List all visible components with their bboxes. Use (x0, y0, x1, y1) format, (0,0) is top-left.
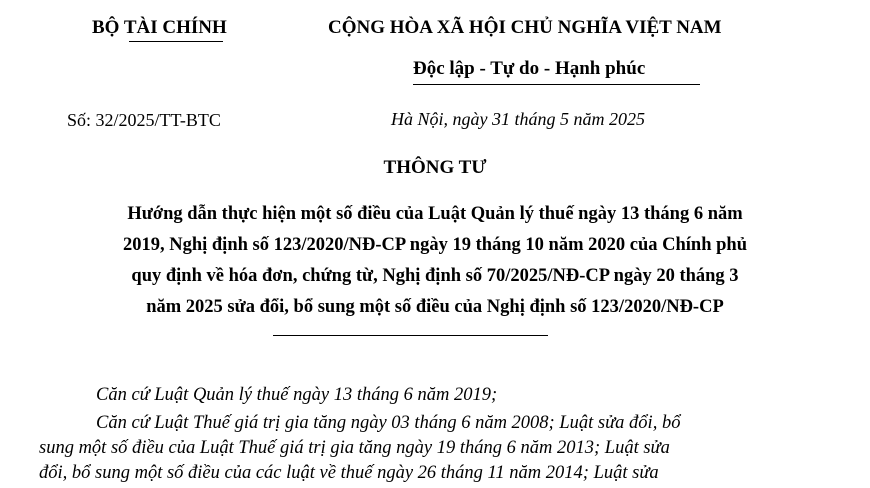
summary-line: 2019, Nghị định số 123/2020/NĐ-CP ngày 19 tháng 10 năm 2020 của Chính phủ (122, 235, 747, 255)
legal-basis-line: đổi, bổ sung một số điều của các luật về thuế ngày 26 tháng 11 năm 2014; Luật sửa (39, 463, 659, 483)
summary-separator-line (273, 335, 548, 336)
legal-basis-line: sung một số điều của Luật Thuế giá trị gia tăng ngày 19 tháng 6 năm 2013; Luật sửa (39, 438, 670, 458)
national-motto: Độc lập - Tự do - Hạnh phúc (413, 58, 646, 79)
issuing-authority: BỘ TÀI CHÍNH (92, 17, 227, 38)
document-number: Số: 32/2025/TT-BTC (67, 110, 221, 130)
place-and-date: Hà Nội, ngày 31 tháng 5 năm 2025 (391, 109, 645, 129)
national-title: CỘNG HÒA XÃ HỘI CHỦ NGHĨA VIỆT NAM (328, 17, 722, 38)
authority-underline (129, 41, 223, 42)
legal-basis-line: Căn cứ Luật Quản lý thuế ngày 13 tháng 6 năm 2019; (96, 385, 498, 405)
summary-line: quy định về hóa đơn, chứng từ, Nghị định số 70/2025/NĐ-CP ngày 20 tháng 3 (131, 266, 739, 286)
summary-line: năm 2025 sửa đổi, bổ sung một số điều của Nghị định số 123/2020/NĐ-CP (146, 297, 724, 317)
motto-underline (413, 84, 700, 85)
summary-line: Hướng dẫn thực hiện một số điều của Luật Quản lý thuế ngày 13 tháng 6 năm (127, 204, 743, 224)
legal-basis-line: Căn cứ Luật Thuế giá trị gia tăng ngày 03 tháng 6 năm 2008; Luật sửa đổi, bổ (96, 413, 681, 433)
document-type-heading: THÔNG TƯ (383, 157, 487, 178)
document-summary (40, 199, 830, 323)
